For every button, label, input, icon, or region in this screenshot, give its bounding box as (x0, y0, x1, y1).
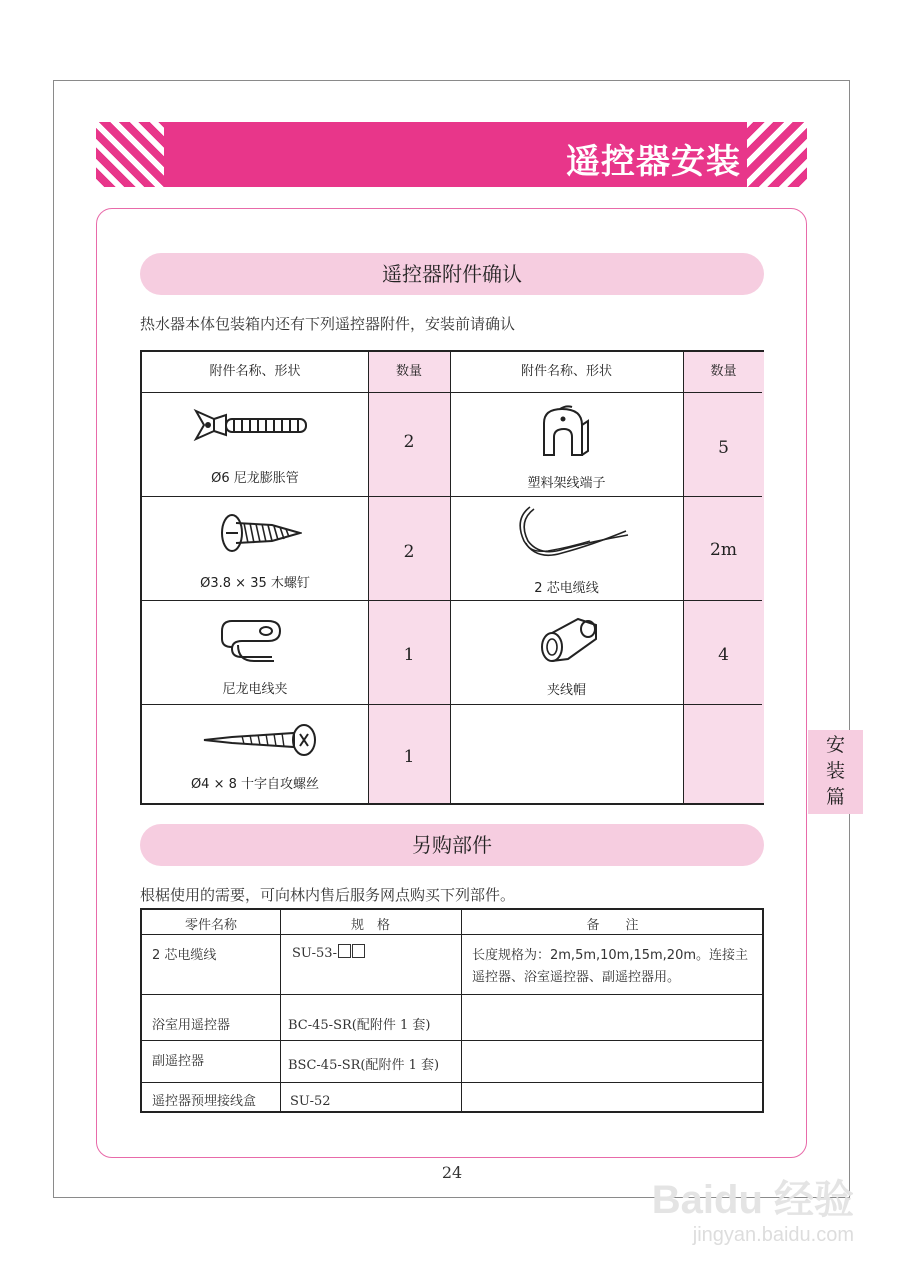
wire-cap-icon (538, 611, 600, 665)
header-spec: 规 格 (350, 918, 390, 933)
section-side-tab (808, 730, 863, 814)
accessory-label: 2 芯电缆线 (534, 581, 599, 596)
part-note-line1: 长度规格为：2m,5m,10m,15m,20m。连接主 (472, 948, 749, 963)
part-spec: BC-45-SR(配附件 1 套) (288, 1018, 431, 1033)
blank-box-icon (338, 944, 351, 958)
part-note-line2: 遥控器、浴室遥控器、副遥控器用。 (472, 970, 681, 985)
watermark-url: jingyan.baidu.com (692, 1224, 854, 1246)
accessory-cell (142, 497, 368, 600)
accessory-cell (450, 601, 683, 704)
header-name-left: 附件名称、形状 (209, 364, 301, 379)
accessory-label: 尼龙电线夹 (222, 682, 288, 697)
qty-column-bg-right (683, 352, 764, 803)
part-spec: SU-52 (290, 1094, 331, 1109)
accessory-cell (450, 497, 683, 600)
part-name: 副遥控器 (152, 1054, 205, 1069)
stripe-decoration-right (747, 122, 807, 187)
accessory-label: Ø6 尼龙膨胀管 (211, 471, 299, 486)
accessory-qty: 1 (403, 645, 415, 665)
part-name: 遥控器预埋接线盒 (152, 1094, 257, 1109)
accessory-label: 塑料架线端子 (527, 476, 606, 491)
side-tab-char: 装 (825, 760, 845, 782)
header-part-name: 零件名称 (184, 918, 237, 933)
header-note: 备 注 (586, 918, 639, 933)
self-tapping-screw-icon (202, 723, 318, 757)
accessories-table (140, 350, 764, 805)
qty-column-bg-left (368, 352, 450, 803)
stripe-decoration-left (96, 122, 164, 187)
watermark-brand: Baidu 经验 (651, 1178, 854, 1222)
accessory-label: 夹线帽 (546, 683, 586, 698)
accessory-qty: 4 (718, 645, 729, 665)
optional-parts-intro: 根椐使用的需要，可向林内售后服务网点购买下列部件。 (140, 886, 516, 904)
accessory-qty: 1 (403, 747, 415, 767)
page-title: 遥控器安装 (566, 142, 741, 182)
part-name: 2 芯电缆线 (152, 948, 217, 963)
wire-clip-icon (218, 617, 284, 663)
accessory-label: Ø3.8 × 35 木螺钉 (200, 576, 310, 591)
side-tab-char: 安 (825, 734, 845, 756)
accessory-qty: 2 (403, 432, 415, 452)
optional-parts-table (140, 908, 764, 1113)
accessory-cell (450, 393, 683, 496)
blank-box-icon (352, 944, 365, 958)
part-name: 浴室用遥控器 (152, 1018, 231, 1033)
accessory-cell (142, 393, 368, 496)
header-name-right: 附件名称、形状 (520, 364, 612, 379)
side-tab-char: 篇 (825, 786, 845, 808)
cable-icon (510, 505, 630, 565)
part-spec: BSC-45-SR(配附件 1 套) (288, 1058, 440, 1073)
header-qty-right: 数量 (710, 364, 737, 379)
title-bar (96, 122, 807, 187)
section-heading-optional-parts: 另购部件 (140, 824, 764, 866)
expansion-tube-icon (192, 405, 312, 445)
watermark (634, 1168, 864, 1268)
page-number: 24 (441, 1163, 463, 1182)
header-qty-left: 数量 (395, 364, 422, 379)
accessory-cell (142, 601, 368, 704)
accessory-label: Ø4 × 8 十字自攻螺丝 (190, 777, 320, 792)
accessory-cell (142, 705, 368, 805)
accessory-qty: 5 (718, 438, 729, 458)
accessory-qty: 2 (403, 542, 415, 562)
section-heading-accessories: 遥控器附件确认 (140, 253, 764, 295)
wood-screw-icon (216, 511, 302, 555)
part-spec: SU-53- (292, 944, 365, 961)
accessories-intro: 热水器本体包装箱内还有下列遥控器附件，安装前请确认 (140, 315, 516, 333)
accessory-qty: 2m (710, 540, 737, 560)
cable-terminal-icon (538, 405, 594, 459)
